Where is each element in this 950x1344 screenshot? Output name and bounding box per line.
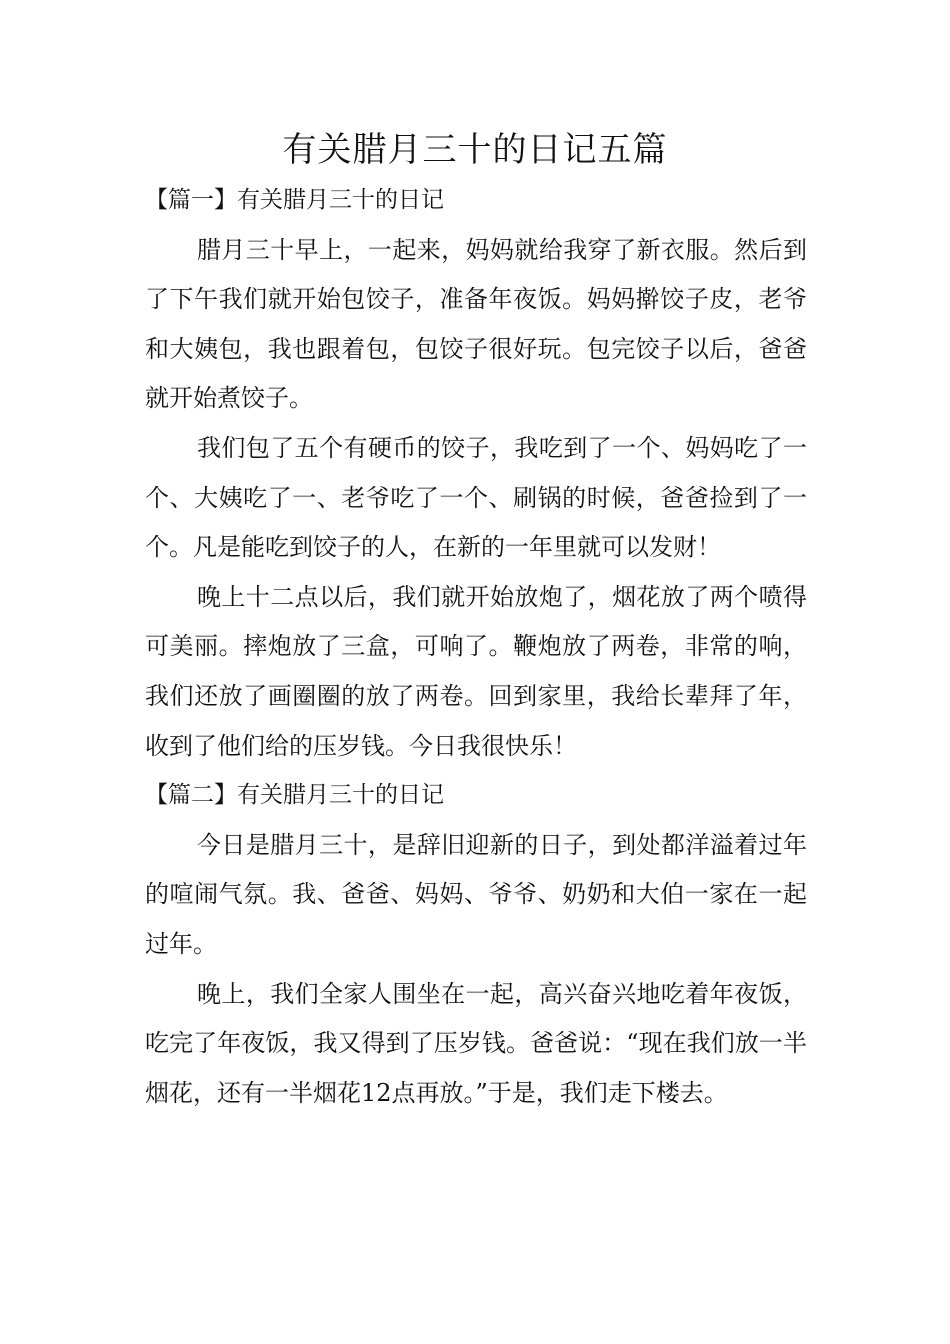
section-heading: 【篇一】有关腊月三十的日记 — [145, 187, 444, 213]
section-heading: 【篇二】有关腊月三十的日记 — [145, 782, 444, 809]
section-1 — [145, 176, 807, 771]
paragraph: 晚上，我们全家人围坐在一起，高兴奋兴地吃着年夜饭，吃完了年夜饭，我又得到了压岁钱。爸爸说：“现在我们放一半烟花，还有一半烟花12点再放。”于是，我们走下楼去。 — [145, 979, 807, 1107]
paragraph: 今日是腊月三十，是辞旧迎新的日子，到处都洋溢着过年的喧闹气氛。我、爸爸、妈妈、爷爷、奶奶和大伯一家在一起过年。 — [145, 830, 807, 958]
paragraph: 腊月三十早上，一起来，妈妈就给我穿了新衣服。然后到了下午我们就开始包饺子，准备年夜饭。妈妈擀饺子皮，老爷和大姨包，我也跟着包，包饺子很好玩。包完饺子以后，爸爸就开始煮饺子。 — [145, 235, 807, 413]
paragraph: 晚上十二点以后，我们就开始放炮了，烟花放了两个喷得可美丽。摔炮放了三盒，可响了。鞭炮放了两卷，非常的响，我们还放了画圈圈的放了两卷。回到家里，我给长辈拜了年，收到了他们给的压岁钱。今日我很快乐！ — [145, 582, 807, 760]
paragraph: 我们包了五个有硬币的饺子，我吃到了一个、妈妈吃了一个、大姨吃了一、老爷吃了一个、刷锅的时候，爸爸捡到了一个。凡是能吃到饺子的人，在新的一年里就可以发财！ — [145, 433, 807, 562]
section-2 — [145, 771, 807, 1118]
document-title: 有关腊月三十的日记五篇 — [282, 130, 668, 170]
document-body — [145, 176, 807, 1118]
